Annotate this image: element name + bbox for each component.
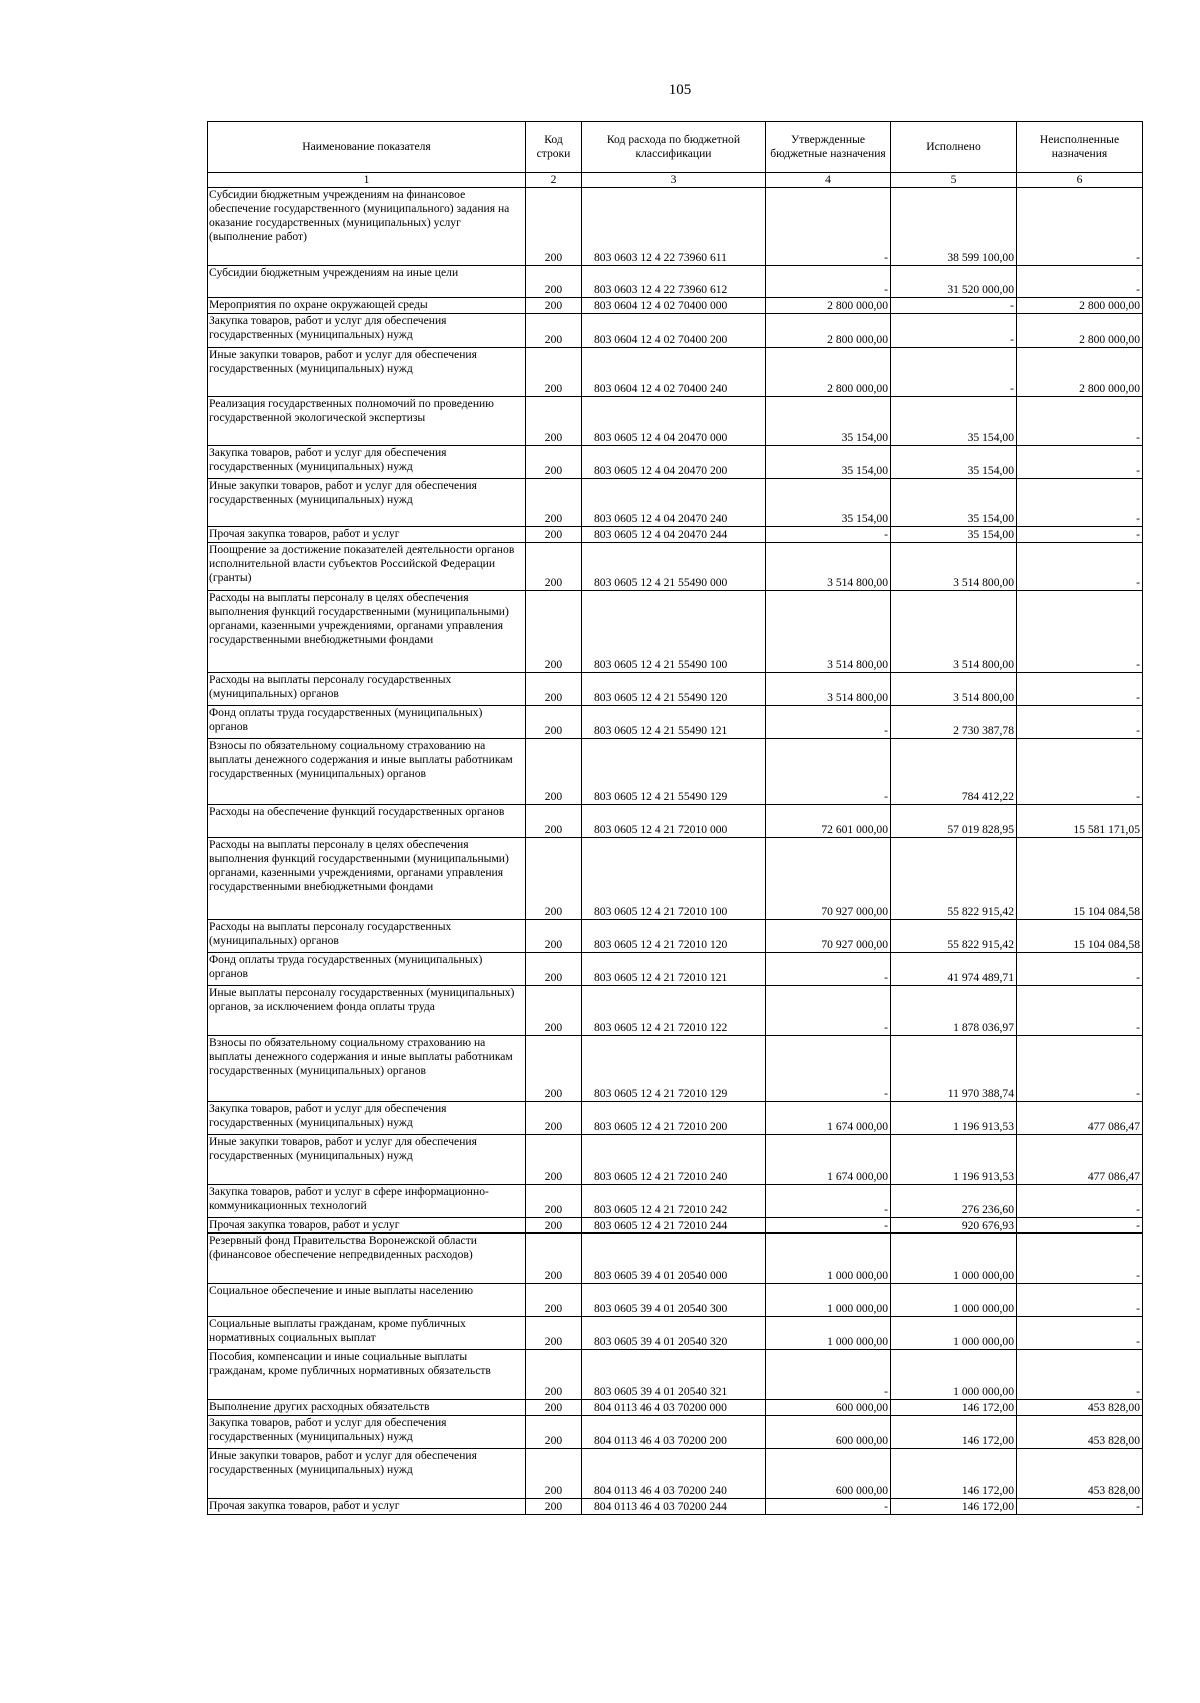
row-executed-amount: - (891, 313, 1017, 347)
table-row (208, 1233, 1143, 1283)
row-indicator-name: Взносы по обязательному социальному страхованию на выплаты денежного содержания и иные выплаты работникам государственных (муниципальных) органов (208, 738, 526, 804)
row-unexecuted-amount: - (1017, 1283, 1143, 1316)
table-row (208, 952, 1143, 985)
table-row (208, 542, 1143, 590)
row-expense-code: 803 0605 12 4 21 72010 120 (582, 919, 766, 952)
row-indicator-name: Закупка товаров, работ и услуг для обеспечения государственных (муниципальных) нужд (208, 1101, 526, 1134)
row-expense-code: 804 0113 46 4 03 70200 240 (582, 1448, 766, 1498)
row-indicator-name: Фонд оплаты труда государственных (муниципальных) органов (208, 952, 526, 985)
table-row (208, 1399, 1143, 1415)
table-row (208, 738, 1143, 804)
row-line-code: 200 (526, 313, 582, 347)
row-executed-amount: 1 878 036,97 (891, 985, 1017, 1035)
row-expense-code: 803 0605 12 4 21 55490 121 (582, 705, 766, 738)
row-line-code: 200 (526, 1101, 582, 1134)
row-executed-amount: 38 599 100,00 (891, 187, 1017, 265)
row-approved-amount: 1 674 000,00 (766, 1101, 891, 1134)
row-executed-amount: 31 520 000,00 (891, 265, 1017, 297)
row-line-code: 200 (526, 1184, 582, 1217)
row-line-code: 200 (526, 804, 582, 837)
table-row (208, 526, 1143, 542)
header-executed: Исполнено (891, 122, 1017, 173)
row-expense-code: 803 0605 12 4 21 55490 100 (582, 590, 766, 672)
table-row (208, 265, 1143, 297)
row-indicator-name: Реализация государственных полномочий по проведению государственной экологической экспертизы (208, 396, 526, 445)
row-line-code: 200 (526, 837, 582, 919)
table-row (208, 445, 1143, 478)
row-unexecuted-amount: - (1017, 526, 1143, 542)
row-line-code: 200 (526, 526, 582, 542)
header-expense-code: Код расхода по бюджетной классификации (582, 122, 766, 173)
table-row (208, 1448, 1143, 1498)
column-number: 6 (1017, 173, 1143, 188)
column-number: 3 (582, 173, 766, 188)
row-expense-code: 803 0605 39 4 01 20540 321 (582, 1349, 766, 1399)
row-executed-amount: 41 974 489,71 (891, 952, 1017, 985)
row-approved-amount: - (766, 1184, 891, 1217)
table-row (208, 396, 1143, 445)
row-expense-code: 804 0113 46 4 03 70200 244 (582, 1498, 766, 1514)
row-executed-amount: 57 019 828,95 (891, 804, 1017, 837)
row-unexecuted-amount: - (1017, 1035, 1143, 1101)
row-indicator-name: Расходы на обеспечение функций государственных органов (208, 804, 526, 837)
row-indicator-name: Социальные выплаты гражданам, кроме публичных нормативных социальных выплат (208, 1316, 526, 1349)
row-approved-amount: 3 514 800,00 (766, 672, 891, 705)
row-expense-code: 803 0604 12 4 02 70400 200 (582, 313, 766, 347)
row-line-code: 200 (526, 952, 582, 985)
row-approved-amount: - (766, 526, 891, 542)
row-unexecuted-amount: - (1017, 478, 1143, 526)
row-unexecuted-amount: 15 104 084,58 (1017, 919, 1143, 952)
row-line-code: 200 (526, 1134, 582, 1184)
row-expense-code: 803 0605 39 4 01 20540 300 (582, 1283, 766, 1316)
row-line-code: 200 (526, 478, 582, 526)
row-expense-code: 803 0605 12 4 21 72010 242 (582, 1184, 766, 1217)
row-line-code: 200 (526, 542, 582, 590)
row-executed-amount: - (891, 297, 1017, 313)
row-unexecuted-amount: 453 828,00 (1017, 1448, 1143, 1498)
row-expense-code: 803 0605 12 4 21 72010 000 (582, 804, 766, 837)
table-row (208, 478, 1143, 526)
row-expense-code: 803 0605 12 4 21 72010 200 (582, 1101, 766, 1134)
table-row (208, 705, 1143, 738)
header-line-code: Код строки (526, 122, 582, 173)
row-indicator-name: Поощрение за достижение показателей деятельности органов исполнительной власти субъектов Российской Федерации (гранты) (208, 542, 526, 590)
row-executed-amount: 55 822 915,42 (891, 837, 1017, 919)
row-expense-code: 803 0604 12 4 02 70400 240 (582, 347, 766, 396)
row-approved-amount: - (766, 985, 891, 1035)
header-row (208, 122, 1143, 173)
table-row (208, 187, 1143, 265)
row-line-code: 200 (526, 1399, 582, 1415)
row-unexecuted-amount: 15 104 084,58 (1017, 837, 1143, 919)
row-indicator-name: Расходы на выплаты персоналу в целях обеспечения выполнения функций государственными (муниципальными) органами, казенными учреждениями, органами управления государственными внебюджетными фондами (208, 590, 526, 672)
row-approved-amount: - (766, 952, 891, 985)
row-expense-code: 803 0605 12 4 04 20470 000 (582, 396, 766, 445)
row-approved-amount: 600 000,00 (766, 1415, 891, 1448)
row-expense-code: 803 0605 12 4 04 20470 244 (582, 526, 766, 542)
row-line-code: 200 (526, 1415, 582, 1448)
row-unexecuted-amount: - (1017, 1316, 1143, 1349)
table-row (208, 1035, 1143, 1101)
row-unexecuted-amount: 453 828,00 (1017, 1415, 1143, 1448)
row-executed-amount: 35 154,00 (891, 445, 1017, 478)
table-row (208, 1184, 1143, 1217)
row-approved-amount: 2 800 000,00 (766, 297, 891, 313)
column-number-row (208, 173, 1143, 188)
row-indicator-name: Прочая закупка товаров, работ и услуг (208, 526, 526, 542)
row-unexecuted-amount: - (1017, 187, 1143, 265)
row-indicator-name: Субсидии бюджетным учреждениям на финансовое обеспечение государственного (муниципального) задания на оказание государственных (муниципальных) услуг (выполнение работ) (208, 187, 526, 265)
table-row (208, 1316, 1143, 1349)
header-indicator-name: Наименование показателя (208, 122, 526, 173)
row-expense-code: 803 0605 39 4 01 20540 320 (582, 1316, 766, 1349)
row-line-code: 200 (526, 396, 582, 445)
row-line-code: 200 (526, 1498, 582, 1514)
row-unexecuted-amount: - (1017, 1217, 1143, 1233)
row-indicator-name: Расходы на выплаты персоналу в целях обеспечения выполнения функций государственными (муниципальными) органами, казенными учреждениями, органами управления государственными внебюджетными фондами (208, 837, 526, 919)
row-indicator-name: Иные закупки товаров, работ и услуг для обеспечения государственных (муниципальных) нужд (208, 1134, 526, 1184)
table-row (208, 919, 1143, 952)
row-expense-code: 803 0605 39 4 01 20540 000 (582, 1233, 766, 1283)
row-expense-code: 803 0605 12 4 04 20470 240 (582, 478, 766, 526)
row-executed-amount: - (891, 347, 1017, 396)
table-row (208, 837, 1143, 919)
row-indicator-name: Субсидии бюджетным учреждениям на иные цели (208, 265, 526, 297)
row-unexecuted-amount: - (1017, 542, 1143, 590)
row-unexecuted-amount: - (1017, 590, 1143, 672)
row-expense-code: 803 0605 12 4 21 72010 240 (582, 1134, 766, 1184)
row-indicator-name: Социальное обеспечение и иные выплаты населению (208, 1283, 526, 1316)
row-executed-amount: 1 000 000,00 (891, 1349, 1017, 1399)
row-indicator-name: Иные закупки товаров, работ и услуг для обеспечения государственных (муниципальных) нужд (208, 1448, 526, 1498)
row-line-code: 200 (526, 738, 582, 804)
row-approved-amount: - (766, 1498, 891, 1514)
table-body (208, 187, 1143, 1514)
row-indicator-name: Прочая закупка товаров, работ и услуг (208, 1217, 526, 1233)
row-approved-amount: 35 154,00 (766, 478, 891, 526)
row-line-code: 200 (526, 445, 582, 478)
row-indicator-name: Взносы по обязательному социальному страхованию на выплаты денежного содержания и иные выплаты работникам государственных (муниципальных) органов (208, 1035, 526, 1101)
page-number: 105 (668, 82, 692, 98)
row-expense-code: 803 0605 12 4 04 20470 200 (582, 445, 766, 478)
row-approved-amount: 2 800 000,00 (766, 313, 891, 347)
row-line-code: 200 (526, 265, 582, 297)
row-executed-amount: 35 154,00 (891, 478, 1017, 526)
row-unexecuted-amount: - (1017, 1233, 1143, 1283)
row-indicator-name: Закупка товаров, работ и услуг в сфере информационно-коммуникационных технологий (208, 1184, 526, 1217)
row-approved-amount: 70 927 000,00 (766, 837, 891, 919)
table-row (208, 1134, 1143, 1184)
row-approved-amount: - (766, 265, 891, 297)
row-approved-amount: - (766, 738, 891, 804)
row-unexecuted-amount: 2 800 000,00 (1017, 297, 1143, 313)
row-unexecuted-amount: 477 086,47 (1017, 1134, 1143, 1184)
row-line-code: 200 (526, 705, 582, 738)
row-approved-amount: 600 000,00 (766, 1448, 891, 1498)
row-indicator-name: Прочая закупка товаров, работ и услуг (208, 1498, 526, 1514)
table-row (208, 1283, 1143, 1316)
row-executed-amount: 35 154,00 (891, 396, 1017, 445)
row-unexecuted-amount: - (1017, 738, 1143, 804)
row-unexecuted-amount: - (1017, 1184, 1143, 1217)
row-unexecuted-amount: - (1017, 445, 1143, 478)
row-approved-amount: 3 514 800,00 (766, 542, 891, 590)
row-indicator-name: Иные закупки товаров, работ и услуг для обеспечения государственных (муниципальных) нужд (208, 478, 526, 526)
row-line-code: 200 (526, 347, 582, 396)
header-unexecuted: Неисполненные назначения (1017, 122, 1143, 173)
table-row (208, 672, 1143, 705)
row-expense-code: 803 0605 12 4 21 55490 000 (582, 542, 766, 590)
row-line-code: 200 (526, 1316, 582, 1349)
row-unexecuted-amount: - (1017, 985, 1143, 1035)
row-unexecuted-amount: 453 828,00 (1017, 1399, 1143, 1415)
row-executed-amount: 1 196 913,53 (891, 1101, 1017, 1134)
row-approved-amount: - (766, 1349, 891, 1399)
row-line-code: 200 (526, 1448, 582, 1498)
row-executed-amount: 1 000 000,00 (891, 1233, 1017, 1283)
row-indicator-name: Расходы на выплаты персоналу государственных (муниципальных) органов (208, 672, 526, 705)
row-approved-amount: 2 800 000,00 (766, 347, 891, 396)
table-row (208, 804, 1143, 837)
row-expense-code: 804 0113 46 4 03 70200 000 (582, 1399, 766, 1415)
row-line-code: 200 (526, 297, 582, 313)
row-executed-amount: 2 730 387,78 (891, 705, 1017, 738)
row-line-code: 200 (526, 187, 582, 265)
table-row (208, 1349, 1143, 1399)
row-line-code: 200 (526, 1283, 582, 1316)
row-approved-amount: 1 674 000,00 (766, 1134, 891, 1184)
row-approved-amount: 600 000,00 (766, 1399, 891, 1415)
row-expense-code: 803 0605 12 4 21 72010 121 (582, 952, 766, 985)
row-unexecuted-amount: - (1017, 1498, 1143, 1514)
row-unexecuted-amount: 2 800 000,00 (1017, 313, 1143, 347)
row-unexecuted-amount: 477 086,47 (1017, 1101, 1143, 1134)
row-executed-amount: 146 172,00 (891, 1448, 1017, 1498)
row-executed-amount: 146 172,00 (891, 1399, 1017, 1415)
row-approved-amount: 1 000 000,00 (766, 1233, 891, 1283)
row-executed-amount: 3 514 800,00 (891, 590, 1017, 672)
table-row (208, 297, 1143, 313)
row-expense-code: 803 0605 12 4 21 55490 129 (582, 738, 766, 804)
row-indicator-name: Закупка товаров, работ и услуг для обеспечения государственных (муниципальных) нужд (208, 313, 526, 347)
row-indicator-name: Иные выплаты персоналу государственных (муниципальных) органов, за исключением фонда оплаты труда (208, 985, 526, 1035)
row-indicator-name: Мероприятия по охране окружающей среды (208, 297, 526, 313)
row-approved-amount: - (766, 187, 891, 265)
row-expense-code: 803 0605 12 4 21 72010 122 (582, 985, 766, 1035)
row-expense-code: 803 0605 12 4 21 72010 129 (582, 1035, 766, 1101)
row-executed-amount: 920 676,93 (891, 1217, 1017, 1233)
row-unexecuted-amount: - (1017, 1349, 1143, 1399)
row-line-code: 200 (526, 919, 582, 952)
table-row (208, 590, 1143, 672)
row-indicator-name: Расходы на выплаты персоналу государственных (муниципальных) органов (208, 919, 526, 952)
table-row (208, 1101, 1143, 1134)
row-executed-amount: 3 514 800,00 (891, 542, 1017, 590)
row-executed-amount: 35 154,00 (891, 526, 1017, 542)
row-approved-amount: 3 514 800,00 (766, 590, 891, 672)
row-indicator-name: Иные закупки товаров, работ и услуг для обеспечения государственных (муниципальных) нужд (208, 347, 526, 396)
table-row (208, 985, 1143, 1035)
row-approved-amount: 1 000 000,00 (766, 1283, 891, 1316)
row-indicator-name: Закупка товаров, работ и услуг для обеспечения государственных (муниципальных) нужд (208, 1415, 526, 1448)
row-indicator-name: Резервный фонд Правительства Воронежской области (финансовое обеспечение непредвиденных расходов) (208, 1233, 526, 1283)
table-row (208, 1498, 1143, 1514)
row-executed-amount: 1 196 913,53 (891, 1134, 1017, 1184)
column-number: 4 (766, 173, 891, 188)
row-line-code: 200 (526, 1217, 582, 1233)
row-approved-amount: 72 601 000,00 (766, 804, 891, 837)
row-line-code: 200 (526, 1349, 582, 1399)
row-expense-code: 803 0605 12 4 21 55490 120 (582, 672, 766, 705)
row-approved-amount: - (766, 1035, 891, 1101)
row-line-code: 200 (526, 1035, 582, 1101)
table-row (208, 313, 1143, 347)
row-line-code: 200 (526, 672, 582, 705)
row-indicator-name: Закупка товаров, работ и услуг для обеспечения государственных (муниципальных) нужд (208, 445, 526, 478)
row-executed-amount: 11 970 388,74 (891, 1035, 1017, 1101)
row-approved-amount: - (766, 705, 891, 738)
row-expense-code: 803 0603 12 4 22 73960 611 (582, 187, 766, 265)
row-expense-code: 803 0603 12 4 22 73960 612 (582, 265, 766, 297)
row-expense-code: 803 0605 12 4 21 72010 100 (582, 837, 766, 919)
row-approved-amount: - (766, 1217, 891, 1233)
row-unexecuted-amount: 15 581 171,05 (1017, 804, 1143, 837)
row-indicator-name: Выполнение других расходных обязательств (208, 1399, 526, 1415)
row-executed-amount: 146 172,00 (891, 1498, 1017, 1514)
header-approved: Утвержденные бюджетные назначения (766, 122, 891, 173)
column-number: 2 (526, 173, 582, 188)
row-line-code: 200 (526, 985, 582, 1035)
row-executed-amount: 55 822 915,42 (891, 919, 1017, 952)
row-line-code: 200 (526, 590, 582, 672)
row-approved-amount: 35 154,00 (766, 445, 891, 478)
column-number: 5 (891, 173, 1017, 188)
budget-execution-table (207, 121, 1143, 1515)
table-row (208, 347, 1143, 396)
row-unexecuted-amount: - (1017, 396, 1143, 445)
row-approved-amount: 1 000 000,00 (766, 1316, 891, 1349)
row-unexecuted-amount: - (1017, 672, 1143, 705)
row-expense-code: 803 0605 12 4 21 72010 244 (582, 1217, 766, 1233)
table-row (208, 1415, 1143, 1448)
row-unexecuted-amount: - (1017, 265, 1143, 297)
row-indicator-name: Фонд оплаты труда государственных (муниципальных) органов (208, 705, 526, 738)
row-unexecuted-amount: 2 800 000,00 (1017, 347, 1143, 396)
row-approved-amount: 35 154,00 (766, 396, 891, 445)
column-number: 1 (208, 173, 526, 188)
row-executed-amount: 1 000 000,00 (891, 1283, 1017, 1316)
row-unexecuted-amount: - (1017, 952, 1143, 985)
row-executed-amount: 3 514 800,00 (891, 672, 1017, 705)
row-expense-code: 804 0113 46 4 03 70200 200 (582, 1415, 766, 1448)
row-approved-amount: 70 927 000,00 (766, 919, 891, 952)
row-line-code: 200 (526, 1233, 582, 1283)
row-executed-amount: 1 000 000,00 (891, 1316, 1017, 1349)
row-executed-amount: 276 236,60 (891, 1184, 1017, 1217)
table-row (208, 1217, 1143, 1233)
row-unexecuted-amount: - (1017, 705, 1143, 738)
row-executed-amount: 784 412,22 (891, 738, 1017, 804)
row-indicator-name: Пособия, компенсации и иные социальные выплаты гражданам, кроме публичных нормативных обязательств (208, 1349, 526, 1399)
row-expense-code: 803 0604 12 4 02 70400 000 (582, 297, 766, 313)
row-executed-amount: 146 172,00 (891, 1415, 1017, 1448)
